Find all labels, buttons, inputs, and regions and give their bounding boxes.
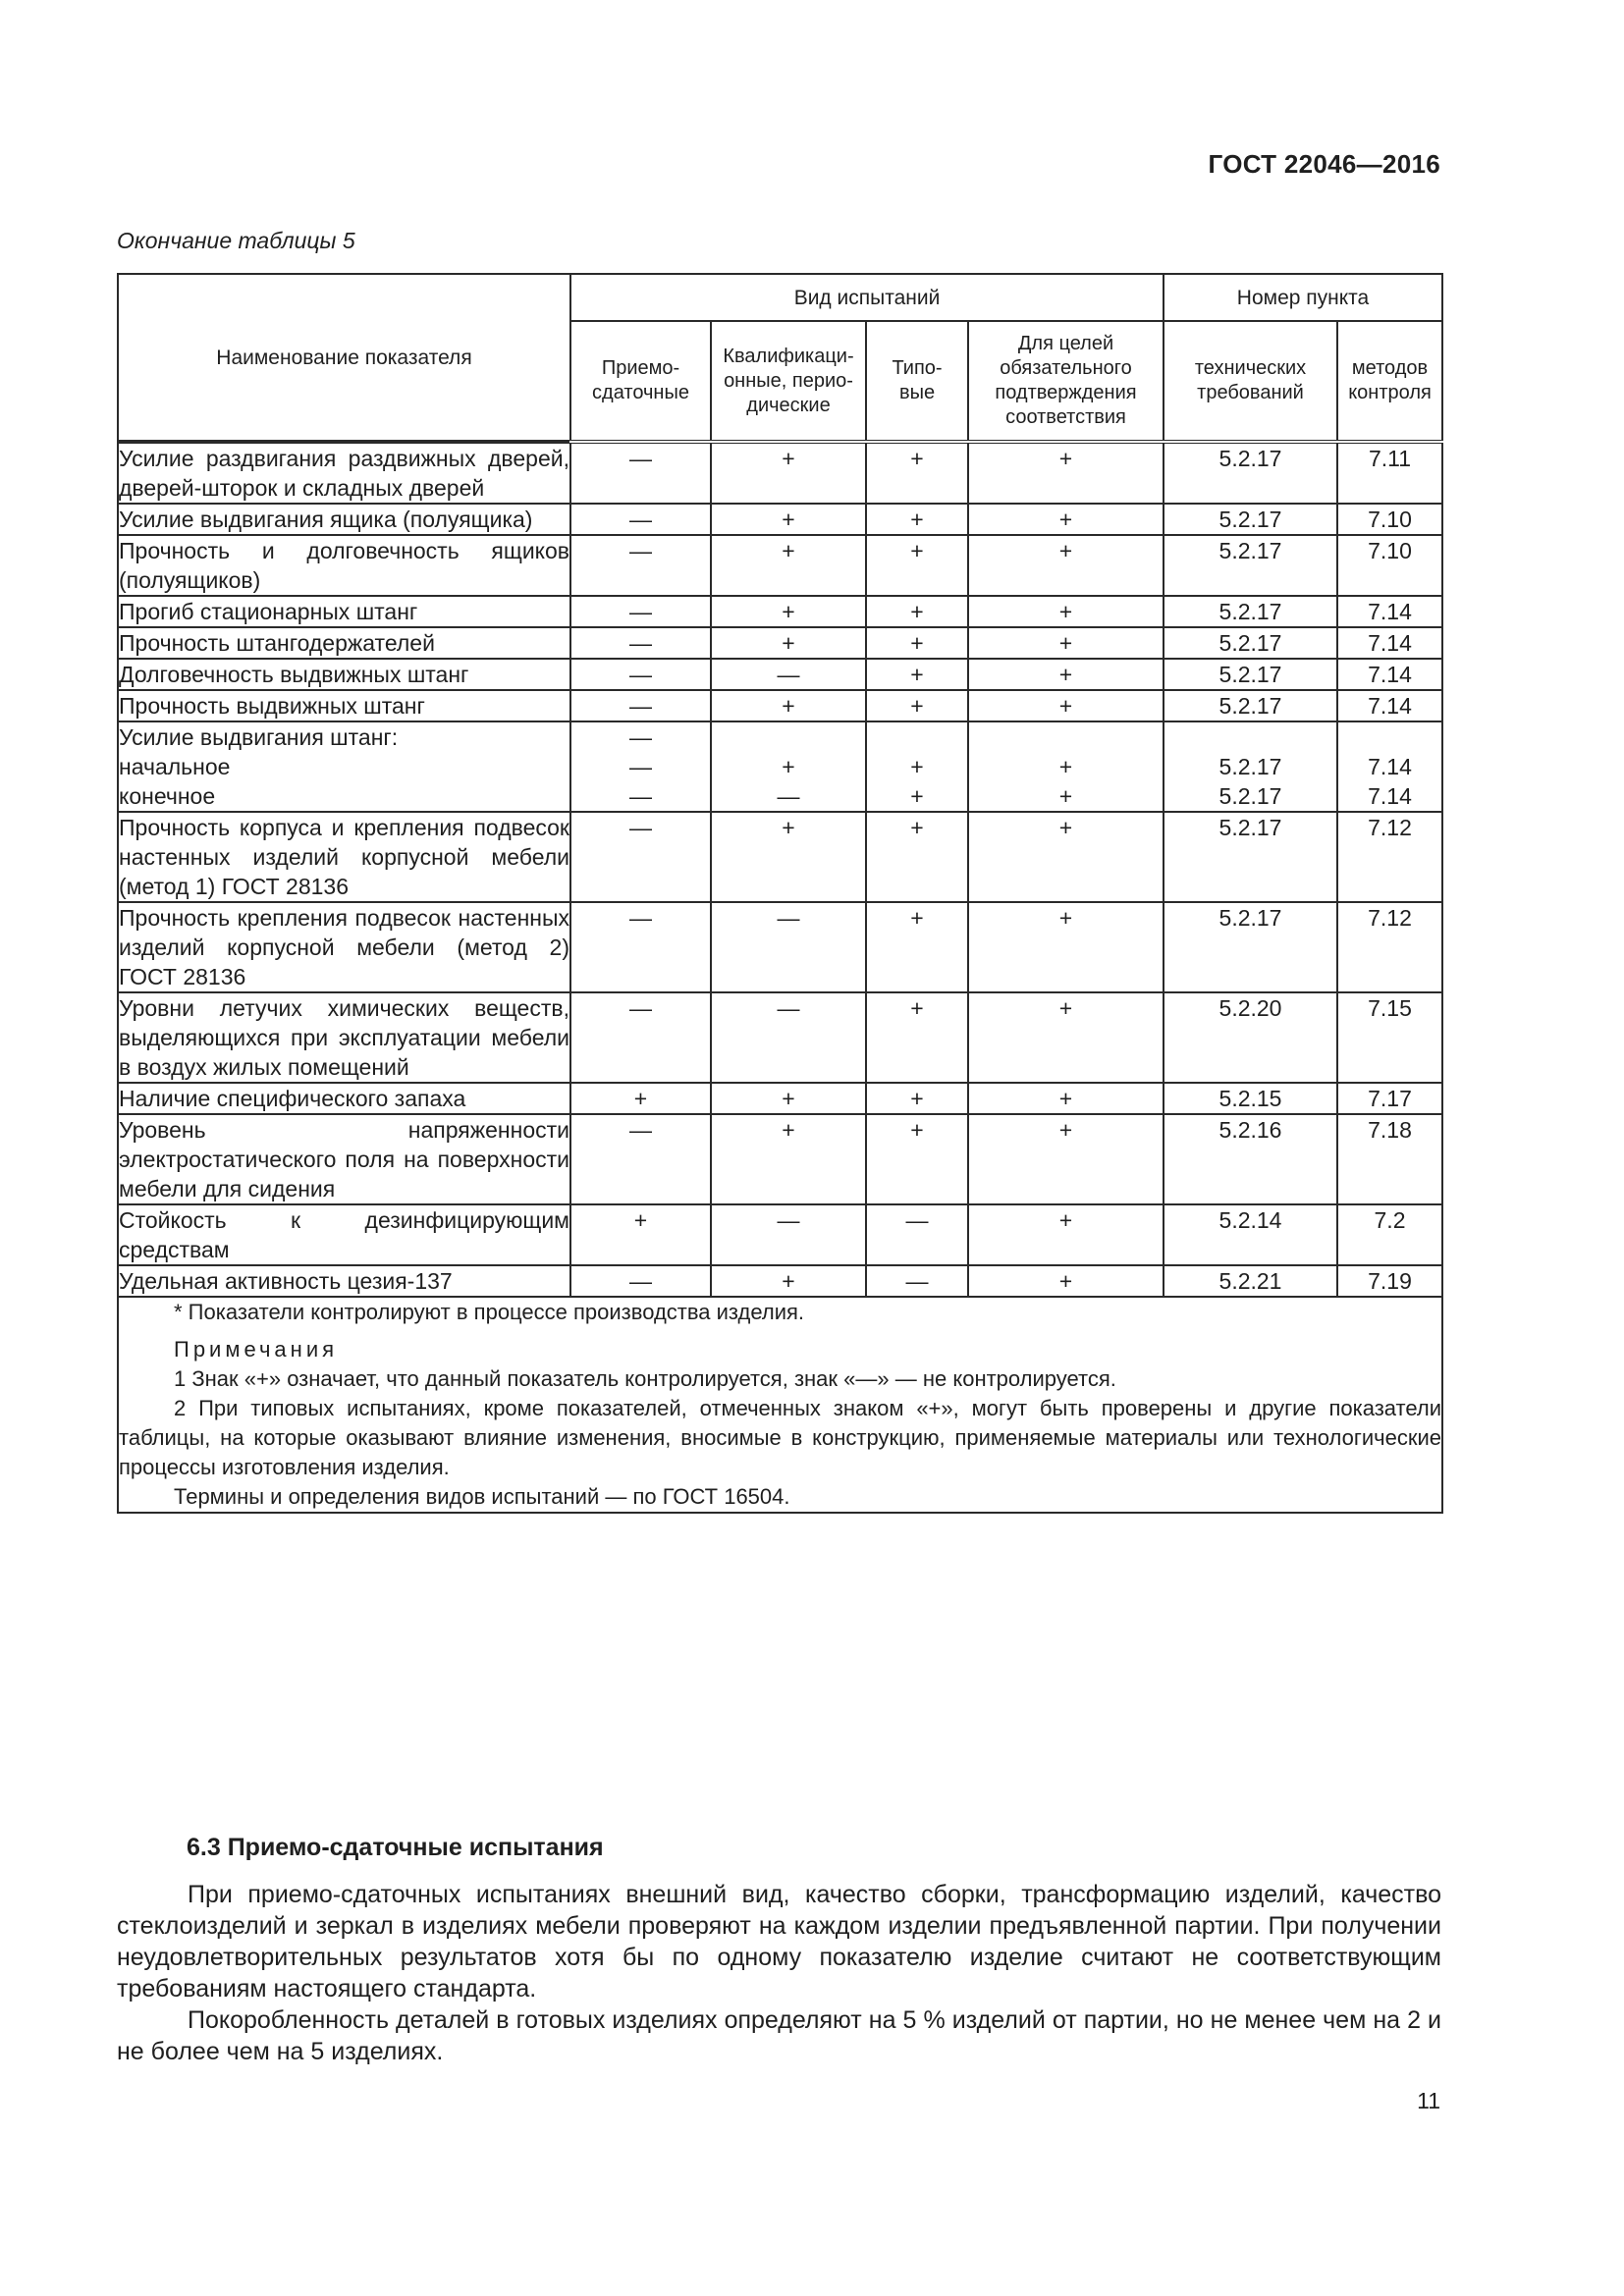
- table-row: [118, 1204, 1442, 1265]
- header-control-methods: методов контроля: [1337, 321, 1442, 442]
- cell-conformity: +: [968, 1114, 1164, 1204]
- cell-acceptance: —: [570, 627, 711, 659]
- row-name: Стойкость к дезинфицирующим средствам: [118, 1204, 570, 1265]
- cell-typical: +: [866, 690, 968, 721]
- cell-qualification: +: [711, 1114, 866, 1204]
- row-name: Прочность выдвижных штанг: [118, 690, 570, 721]
- cell-qualification: +: [711, 690, 866, 721]
- cell-value-empty: [712, 722, 865, 752]
- cell-conformity: +: [968, 690, 1164, 721]
- row-name: Усилие раздвигания раздвижных дверей, дверей-шторок и складных дверей: [118, 442, 570, 504]
- cell-method: 7.14: [1337, 627, 1442, 659]
- row-name: Наличие специфического запаха: [118, 1083, 570, 1114]
- table-row: [118, 1265, 1442, 1297]
- row-name: Прочность крепления подвесок настенных изделий корпусной мебели (метод 2) ГОСТ 28136: [118, 902, 570, 992]
- cell-qualification: +: [711, 1083, 866, 1114]
- cell-conformity: [968, 721, 1164, 812]
- table-row: [118, 690, 1442, 721]
- cell-acceptance: +: [570, 1204, 711, 1265]
- row-name: Прочность штангодержателей: [118, 627, 570, 659]
- row-name: Уровень напряженности электростатического поля на поверхности мебели для сидения: [118, 1114, 570, 1204]
- notes-title: Примечания: [174, 1337, 339, 1362]
- header-name: Наименование показателя: [118, 274, 570, 442]
- row-name-sub-final: конечное: [119, 783, 216, 809]
- cell-tech-req: 5.2.14: [1164, 1204, 1337, 1265]
- cell-conformity: +: [968, 504, 1164, 535]
- table-row: [118, 442, 1442, 504]
- cell-value: 5.2.17: [1218, 754, 1282, 779]
- table-row: [118, 812, 1442, 902]
- cell-tech-req: 5.2.17: [1164, 627, 1337, 659]
- table-row: [118, 504, 1442, 535]
- table-row: [118, 659, 1442, 690]
- cell-value-empty: [1164, 722, 1336, 752]
- cell-value: +: [910, 754, 924, 779]
- header-acceptance: Приемо- сдаточные: [570, 321, 711, 442]
- cell-value: +: [782, 754, 795, 779]
- document-code: ГОСТ 22046—2016: [1208, 149, 1440, 179]
- cell-qualification: —: [711, 992, 866, 1083]
- page-number: 11: [1417, 2088, 1440, 2113]
- row-name: Удельная активность цезия-137: [118, 1265, 570, 1297]
- cell-method: 7.19: [1337, 1265, 1442, 1297]
- cell-method: 7.12: [1337, 812, 1442, 902]
- cell-conformity: +: [968, 659, 1164, 690]
- cell-value: 7.14: [1368, 754, 1412, 779]
- cell-method: 7.14: [1337, 690, 1442, 721]
- cell-tech-req: 5.2.17: [1164, 596, 1337, 627]
- table-row: [118, 535, 1442, 596]
- cell-qualification: [711, 721, 866, 812]
- cell-tech-req: [1164, 721, 1337, 812]
- cell-acceptance: [570, 721, 711, 812]
- row-name: Уровни летучих химических веществ, выделяющихся при эксплуатации мебели в воздух жилых помещений: [118, 992, 570, 1083]
- cell-value: —: [629, 754, 652, 779]
- cell-tech-req: 5.2.17: [1164, 442, 1337, 504]
- table-notes: [118, 1297, 1442, 1513]
- cell-typical: +: [866, 504, 968, 535]
- cell-tech-req: 5.2.15: [1164, 1083, 1337, 1114]
- header-tech-requirements: технических требований: [1164, 321, 1337, 442]
- cell-method: 7.12: [1337, 902, 1442, 992]
- cell-tech-req: 5.2.17: [1164, 535, 1337, 596]
- row-name: Прочность корпуса и крепления подвесок настенных изделий корпусной мебели (метод 1) ГОСТ 28136: [118, 812, 570, 902]
- cell-typical: —: [866, 1204, 968, 1265]
- cell-typical: +: [866, 442, 968, 504]
- requirements-table: [117, 273, 1443, 1514]
- cell-value: +: [1058, 754, 1073, 779]
- row-name: Усилие выдвигания ящика (полуящика): [118, 504, 570, 535]
- cell-conformity: +: [968, 627, 1164, 659]
- cell-method: 7.2: [1337, 1204, 1442, 1265]
- cell-tech-req: 5.2.16: [1164, 1114, 1337, 1204]
- table-footnote: * Показатели контролируют в процессе производства изделия.: [174, 1300, 805, 1324]
- cell-qualification: —: [711, 902, 866, 992]
- cell-method: 7.11: [1337, 442, 1442, 504]
- cell-acceptance: —: [570, 659, 711, 690]
- table-row: [118, 902, 1442, 992]
- cell-qualification: —: [711, 1204, 866, 1265]
- cell-typical: —: [866, 1265, 968, 1297]
- cell-typical: +: [866, 596, 968, 627]
- cell-acceptance: —: [570, 596, 711, 627]
- cell-tech-req: 5.2.20: [1164, 992, 1337, 1083]
- section-heading: 6.3 Приемо-сдаточные испытания: [187, 1834, 604, 1861]
- row-name-sub-initial: начальное: [119, 754, 231, 779]
- cell-acceptance: +: [570, 1083, 711, 1114]
- table-row: [118, 1083, 1442, 1114]
- cell-method: 7.10: [1337, 535, 1442, 596]
- cell-tech-req: 5.2.17: [1164, 659, 1337, 690]
- cell-method: 7.18: [1337, 1114, 1442, 1204]
- cell-typical: [866, 721, 968, 812]
- row-name: Долговечность выдвижных штанг: [118, 659, 570, 690]
- cell-tech-req: 5.2.17: [1164, 690, 1337, 721]
- row-name-main: Усилие выдвигания штанг:: [119, 724, 399, 750]
- table-row: [118, 596, 1442, 627]
- cell-qualification: +: [711, 442, 866, 504]
- table-row: [118, 992, 1442, 1083]
- cell-typical: +: [866, 1083, 968, 1114]
- cell-acceptance: —: [570, 442, 711, 504]
- cell-tech-req: 5.2.17: [1164, 902, 1337, 992]
- table-row: [118, 721, 1442, 812]
- cell-acceptance: —: [570, 504, 711, 535]
- cell-acceptance: —: [570, 902, 711, 992]
- row-name: [118, 721, 570, 812]
- cell-qualification: —: [711, 659, 866, 690]
- cell-method: 7.15: [1337, 992, 1442, 1083]
- cell-acceptance: —: [570, 812, 711, 902]
- header-test-type: Вид испытаний: [570, 274, 1164, 321]
- cell-tech-req: 5.2.17: [1164, 812, 1337, 902]
- table-caption: Окончание таблицы 5: [117, 228, 355, 253]
- cell-method: 7.17: [1337, 1083, 1442, 1114]
- cell-value: —: [629, 724, 652, 750]
- cell-method: 7.10: [1337, 504, 1442, 535]
- cell-value-empty: [867, 722, 967, 752]
- cell-conformity: +: [968, 1204, 1164, 1265]
- cell-qualification: +: [711, 812, 866, 902]
- cell-qualification: +: [711, 504, 866, 535]
- cell-conformity: +: [968, 535, 1164, 596]
- cell-typical: +: [866, 992, 968, 1083]
- cell-typical: +: [866, 659, 968, 690]
- section-paragraph-1: При приемо-сдаточных испытаниях внешний вид, качество сборки, трансформацию изделий, качество стеклоизделий и зеркал в изделиях мебели проверяют на каждом изделии предъявленной партии. При получении неудовлетворительных результатов хотя бы по одному показателю изделие считают не соответствующим требованиям настоящего стандарта.: [117, 1881, 1441, 2002]
- cell-value: +: [910, 783, 924, 809]
- cell-qualification: +: [711, 596, 866, 627]
- table-row: [118, 627, 1442, 659]
- cell-acceptance: —: [570, 690, 711, 721]
- header-conformity: Для целей обязательного подтверждения соответствия: [968, 321, 1164, 442]
- cell-qualification: +: [711, 627, 866, 659]
- cell-acceptance: —: [570, 1114, 711, 1204]
- cell-conformity: +: [968, 1083, 1164, 1114]
- cell-conformity: +: [968, 1265, 1164, 1297]
- cell-qualification: +: [711, 535, 866, 596]
- cell-typical: +: [866, 812, 968, 902]
- cell-value-empty: [1338, 722, 1441, 752]
- note-1: 1 Знак «+» означает, что данный показатель контролируется, знак «—» — не контролируется.: [174, 1366, 1116, 1391]
- note-3: Термины и определения видов испытаний — по ГОСТ 16504.: [174, 1484, 790, 1509]
- cell-conformity: +: [968, 812, 1164, 902]
- cell-qualification: +: [711, 1265, 866, 1297]
- cell-typical: +: [866, 1114, 968, 1204]
- cell-conformity: +: [968, 596, 1164, 627]
- cell-tech-req: 5.2.21: [1164, 1265, 1337, 1297]
- header-qualification: Квалификаци- онные, перио- дические: [711, 321, 866, 442]
- cell-value: 5.2.17: [1218, 783, 1282, 809]
- cell-method: 7.14: [1337, 596, 1442, 627]
- cell-value: —: [777, 783, 800, 809]
- cell-acceptance: —: [570, 992, 711, 1083]
- cell-conformity: +: [968, 902, 1164, 992]
- cell-acceptance: —: [570, 535, 711, 596]
- cell-tech-req: 5.2.17: [1164, 504, 1337, 535]
- cell-method: 7.14: [1337, 659, 1442, 690]
- header-clause-number: Номер пункта: [1164, 274, 1442, 321]
- cell-typical: +: [866, 627, 968, 659]
- cell-acceptance: —: [570, 1265, 711, 1297]
- cell-method: [1337, 721, 1442, 812]
- cell-value: —: [629, 783, 652, 809]
- table-row: [118, 1114, 1442, 1204]
- row-name: Прочность и долговечность ящиков (полуящиков): [118, 535, 570, 596]
- cell-typical: +: [866, 535, 968, 596]
- cell-conformity: +: [968, 442, 1164, 504]
- section-paragraph-2: Покоробленность деталей в готовых изделиях определяют на 5 % изделий от партии, но не менее чем на 2 и не более чем на 5 изделиях.: [117, 2006, 1441, 2065]
- cell-value: 7.14: [1368, 783, 1412, 809]
- note-2: 2 При типовых испытаниях, кроме показателей, отмеченных знаком «+», могут быть проверены и другие показатели таблицы, на которые оказывают влияние изменения, вносимые в конструкцию, применяемые материалы или технологические процессы изготовления изделия.: [119, 1396, 1442, 1479]
- cell-value-empty: [969, 722, 1163, 752]
- cell-typical: +: [866, 902, 968, 992]
- cell-value: +: [1058, 783, 1073, 809]
- row-name: Прогиб стационарных штанг: [118, 596, 570, 627]
- table-notes-row: [118, 1297, 1442, 1513]
- header-typical: Типо- вые: [866, 321, 968, 442]
- cell-conformity: +: [968, 992, 1164, 1083]
